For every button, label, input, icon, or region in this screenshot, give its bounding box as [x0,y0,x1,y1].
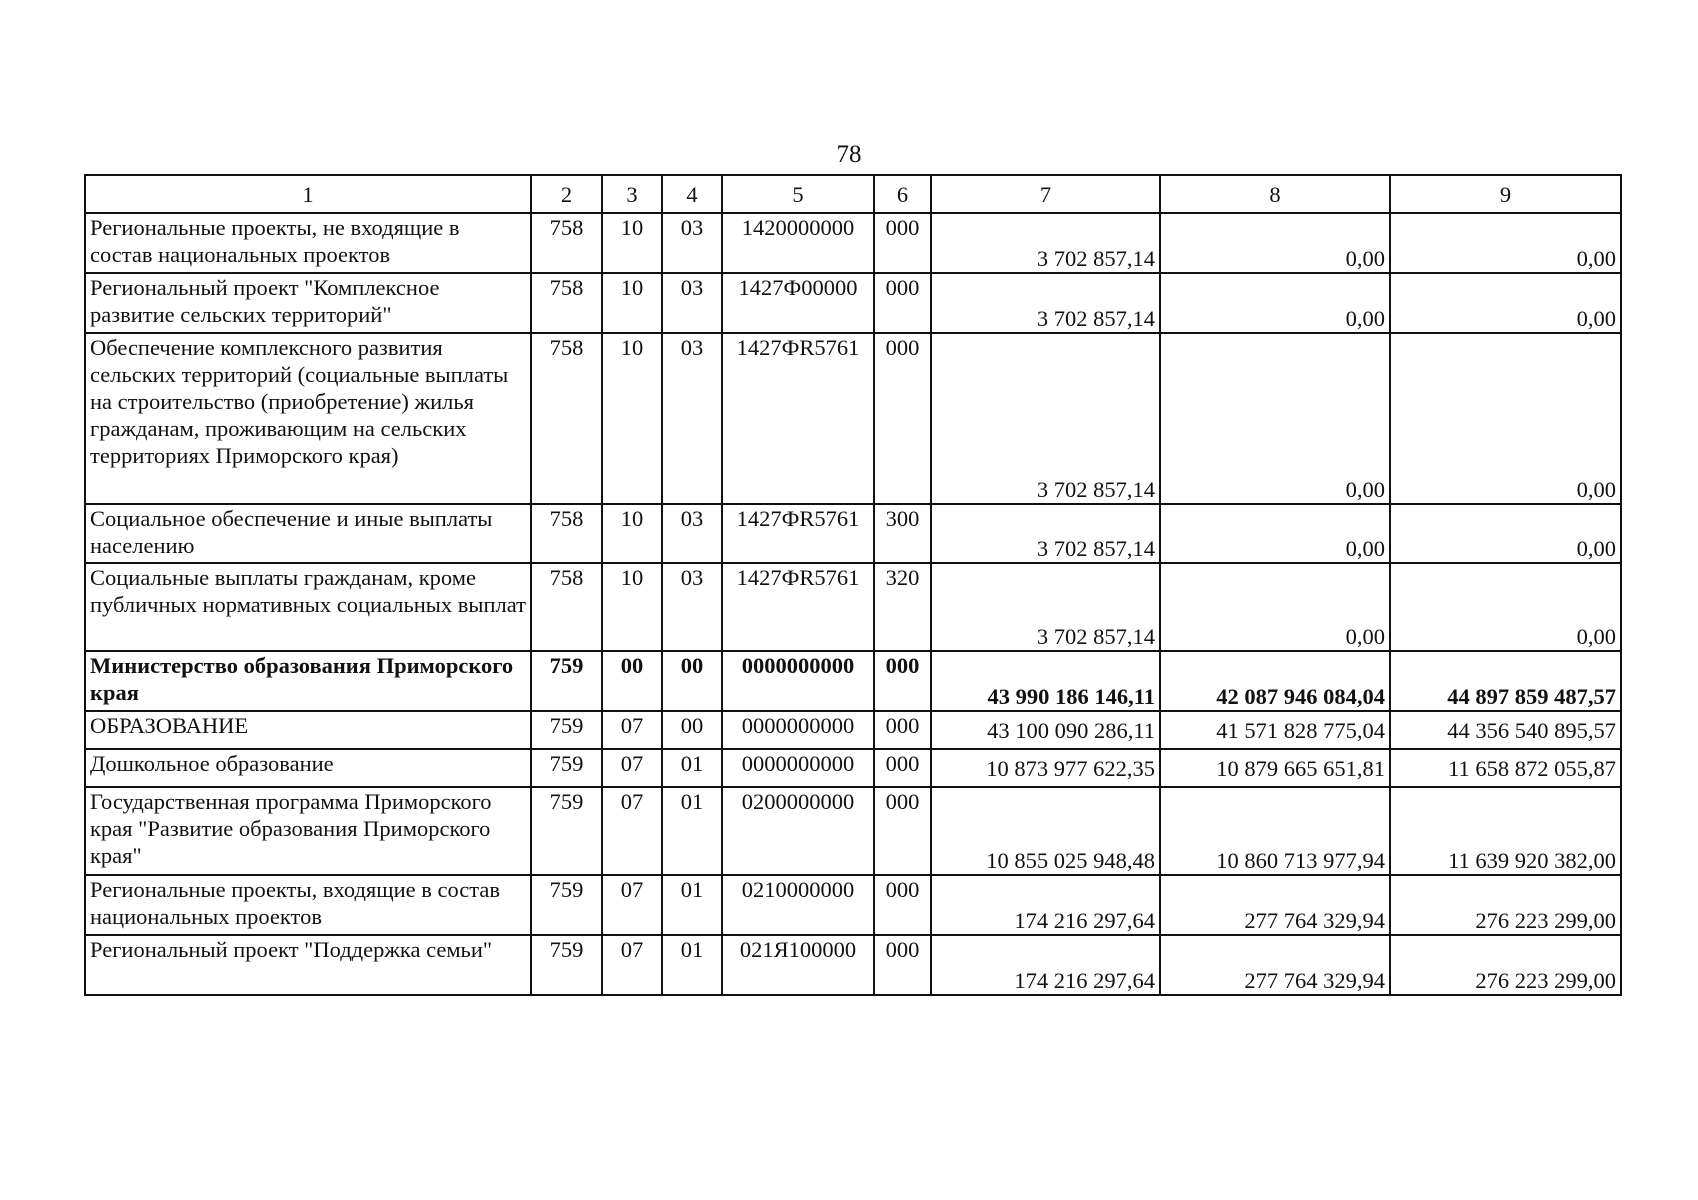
cell-col6: 320 [874,563,931,651]
cell-col4: 03 [662,563,722,651]
cell-col7: 174 216 297,64 [931,935,1160,995]
cell-col2: 759 [531,935,602,995]
cell-col3: 07 [602,935,662,995]
cell-col6: 000 [874,651,931,711]
cell-col3: 10 [602,273,662,333]
row-name: Социальное обеспечение и иные выплаты населению [85,504,531,563]
cell-col4: 03 [662,504,722,563]
cell-col2: 758 [531,213,602,273]
cell-col8: 41 571 828 775,04 [1160,711,1390,749]
cell-col8: 0,00 [1160,213,1390,273]
cell-col2: 759 [531,875,602,935]
cell-col9: 0,00 [1390,563,1621,651]
cell-col2: 758 [531,563,602,651]
cell-col6: 000 [874,787,931,875]
cell-col2: 758 [531,333,602,504]
table-row [85,749,1621,787]
page-number: 78 [836,141,862,168]
cell-col5: 1427ФR5761 [722,504,874,563]
cell-col7: 3 702 857,14 [931,273,1160,333]
cell-col2: 758 [531,504,602,563]
cell-col6: 000 [874,711,931,749]
cell-col7: 3 702 857,14 [931,563,1160,651]
table-row [85,787,1621,875]
cell-col3: 10 [602,333,662,504]
cell-col9: 11 639 920 382,00 [1390,787,1621,875]
table-row [85,213,1621,273]
cell-col9: 44 356 540 895,57 [1390,711,1621,749]
row-name: Региональный проект "Комплексное развитие сельских территорий" [85,273,531,333]
cell-col5: 1427ФR5761 [722,563,874,651]
cell-col6: 300 [874,504,931,563]
row-name: Обеспечение комплексного развития сельских территорий (социальные выплаты на строительство (приобретение) жилья гражданам, проживающим на сельских территориях Приморского края) [85,333,531,504]
cell-col6: 000 [874,273,931,333]
cell-col9: 0,00 [1390,213,1621,273]
cell-col7: 174 216 297,64 [931,875,1160,935]
cell-col3: 07 [602,711,662,749]
cell-col3: 07 [602,787,662,875]
row-name: Социальные выплаты гражданам, кроме публичных нормативных социальных выплат [85,563,531,651]
cell-col5: 0000000000 [722,749,874,787]
cell-col6: 000 [874,875,931,935]
table-row [85,651,1621,711]
cell-col4: 03 [662,273,722,333]
header-cell: 8 [1160,175,1390,213]
cell-col8: 0,00 [1160,273,1390,333]
cell-col9: 276 223 299,00 [1390,935,1621,995]
cell-col6: 000 [874,749,931,787]
header-cell: 5 [722,175,874,213]
cell-col6: 000 [874,935,931,995]
cell-col5: 1427Ф00000 [722,273,874,333]
header-cell: 3 [602,175,662,213]
cell-col8: 10 860 713 977,94 [1160,787,1390,875]
cell-col8: 0,00 [1160,504,1390,563]
cell-col3: 07 [602,875,662,935]
cell-col8: 42 087 946 084,04 [1160,651,1390,711]
cell-col6: 000 [874,333,931,504]
cell-col7: 43 100 090 286,11 [931,711,1160,749]
table-row [85,563,1621,651]
cell-col9: 11 658 872 055,87 [1390,749,1621,787]
table-row [85,935,1621,995]
cell-col7: 3 702 857,14 [931,213,1160,273]
cell-col2: 758 [531,273,602,333]
cell-col3: 10 [602,213,662,273]
cell-col5: 0200000000 [722,787,874,875]
cell-col9: 0,00 [1390,504,1621,563]
header-cell: 6 [874,175,931,213]
cell-col5: 1427ФR5761 [722,333,874,504]
cell-col6: 000 [874,213,931,273]
cell-col3: 07 [602,749,662,787]
budget-table [84,174,1622,996]
cell-col4: 03 [662,333,722,504]
row-name: Государственная программа Приморского края "Развитие образования Приморского края" [85,787,531,875]
cell-col3: 00 [602,651,662,711]
cell-col9: 276 223 299,00 [1390,875,1621,935]
cell-col7: 43 990 186 146,11 [931,651,1160,711]
cell-col4: 01 [662,875,722,935]
table-row [85,273,1621,333]
table-row [85,875,1621,935]
cell-col3: 10 [602,563,662,651]
cell-col5: 1420000000 [722,213,874,273]
cell-col8: 0,00 [1160,333,1390,504]
cell-col2: 759 [531,787,602,875]
cell-col7: 10 855 025 948,48 [931,787,1160,875]
table-header-row [85,175,1621,213]
cell-col4: 03 [662,213,722,273]
cell-col8: 0,00 [1160,563,1390,651]
cell-col7: 10 873 977 622,35 [931,749,1160,787]
cell-col4: 01 [662,935,722,995]
header-cell: 9 [1390,175,1621,213]
table-row [85,504,1621,563]
row-name: Региональный проект "Поддержка семьи" [85,935,531,995]
cell-col9: 0,00 [1390,273,1621,333]
cell-col4: 00 [662,651,722,711]
cell-col9: 44 897 859 487,57 [1390,651,1621,711]
cell-col7: 3 702 857,14 [931,333,1160,504]
header-cell: 4 [662,175,722,213]
table-row [85,333,1621,504]
cell-col4: 01 [662,749,722,787]
cell-col8: 277 764 329,94 [1160,935,1390,995]
header-cell: 1 [85,175,531,213]
header-cell: 2 [531,175,602,213]
cell-col3: 10 [602,504,662,563]
table-row [85,711,1621,749]
row-name: Министерство образования Приморского края [85,651,531,711]
cell-col9: 0,00 [1390,333,1621,504]
row-name: Дошкольное образование [85,749,531,787]
cell-col4: 01 [662,787,722,875]
cell-col2: 759 [531,711,602,749]
cell-col5: 0210000000 [722,875,874,935]
cell-col5: 0000000000 [722,711,874,749]
cell-col2: 759 [531,651,602,711]
row-name: Региональные проекты, не входящие в состав национальных проектов [85,213,531,273]
cell-col2: 759 [531,749,602,787]
cell-col7: 3 702 857,14 [931,504,1160,563]
row-name: ОБРАЗОВАНИЕ [85,711,531,749]
cell-col5: 0000000000 [722,651,874,711]
header-cell: 7 [931,175,1160,213]
cell-col8: 10 879 665 651,81 [1160,749,1390,787]
row-name: Региональные проекты, входящие в состав национальных проектов [85,875,531,935]
cell-col5: 021Я100000 [722,935,874,995]
cell-col8: 277 764 329,94 [1160,875,1390,935]
cell-col4: 00 [662,711,722,749]
